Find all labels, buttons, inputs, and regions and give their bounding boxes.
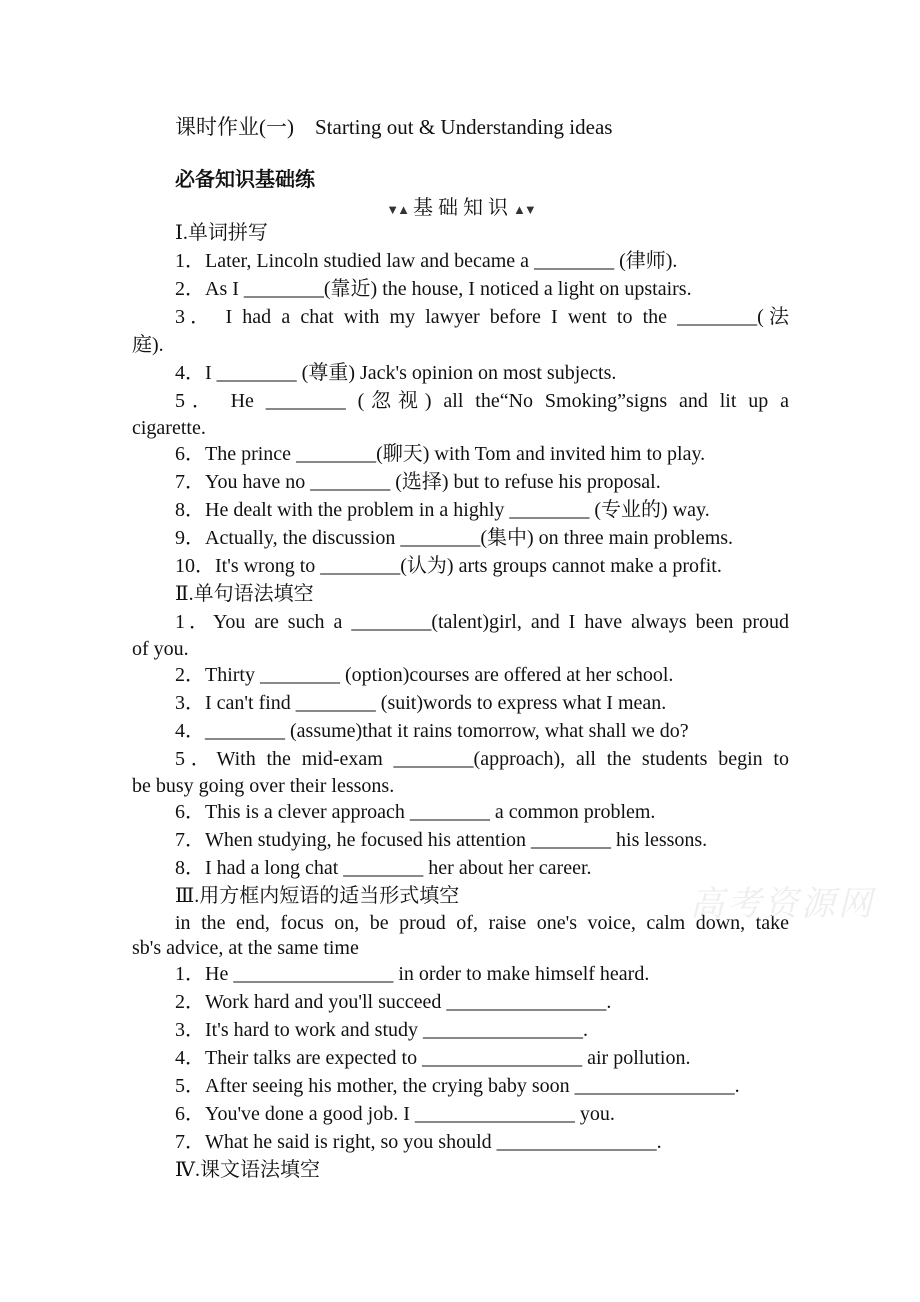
subsection-heading: [132, 195, 789, 223]
part2-heading: Ⅱ.单句语法填空: [175, 583, 314, 605]
subsection-label: 基 础 知 识: [413, 197, 508, 219]
part3-item: 1．He ________________ in order to make himself heard.: [175, 963, 650, 985]
part2-item: 7．When studying, he focused his attention ________ his lessons.: [175, 829, 708, 851]
part1-item: 4．I ________ (尊重) Jack's opinion on most subjects.: [175, 362, 617, 384]
part1-item-continued: 庭).: [132, 334, 164, 356]
part2-item: 8．I had a long chat ________ her about her career.: [175, 857, 592, 879]
part1-item: 9．Actually, the discussion ________(集中) on three main problems.: [175, 527, 734, 549]
part3-item: 2．Work hard and you'll succeed ________________.: [175, 991, 612, 1013]
part2-item-continued: be busy going over their lessons.: [132, 775, 395, 797]
page-title: 课时作业(一) Starting out & Understanding ideas: [175, 115, 613, 139]
part1-item: 8．He dealt with the problem in a highly ________ (专业的) way.: [175, 499, 710, 521]
part1-heading: Ⅰ.单词拼写: [175, 222, 268, 244]
triangle-right-icon: ▲▼: [513, 202, 535, 217]
part3-item: 7．What he said is right, so you should ________________.: [175, 1131, 662, 1153]
part2-item: 1．You are such a ________(talent)girl, and I have always been proud: [175, 611, 789, 633]
part2-item: 2．Thirty ________ (option)courses are offered at her school.: [175, 664, 674, 686]
phrase-box-line: sb's advice, at the same time: [132, 937, 359, 959]
part1-item-continued: cigarette.: [132, 417, 206, 439]
part1-item: 5． He ________ (忽视) all the“No Smoking”signs and lit up a: [175, 390, 789, 412]
part2-item: 3．I can't find ________ (suit)words to express what I mean.: [175, 692, 667, 714]
part1-item: 7．You have no ________ (选择) but to refuse his proposal.: [175, 471, 661, 493]
part3-heading: Ⅲ.用方框内短语的适当形式填空: [175, 885, 460, 907]
watermark: 高考资源网: [690, 886, 875, 923]
phrase-box-line: in the end, focus on, be proud of, raise one's voice, calm down, take: [175, 912, 789, 934]
section-heading: 必备知识基础练: [175, 169, 315, 191]
part1-item: 6．The prince ________(聊天) with Tom and invited him to play.: [175, 443, 706, 465]
part2-item: 4．________ (assume)that it rains tomorrow, what shall we do?: [175, 720, 689, 742]
part4-heading: Ⅳ.课文语法填空: [175, 1159, 320, 1181]
triangle-left-icon: ▼▲: [386, 202, 408, 217]
part1-item: 10．It's wrong to ________(认为) arts groups cannot make a profit.: [175, 555, 722, 577]
part3-item: 4．Their talks are expected to ________________ air pollution.: [175, 1047, 691, 1069]
part1-item: 3． I had a chat with my lawyer before I went to the ________(法: [175, 306, 789, 328]
part2-item: 6．This is a clever approach ________ a common problem.: [175, 801, 656, 823]
part3-item: 3．It's hard to work and study ________________.: [175, 1019, 589, 1041]
part3-item: 5．After seeing his mother, the crying baby soon ________________.: [175, 1075, 740, 1097]
part3-item: 6．You've done a good job. I ________________ you.: [175, 1103, 615, 1125]
part1-item: 2．As I ________(靠近) the house, I noticed a light on upstairs.: [175, 278, 692, 300]
part1-item: 1．Later, Lincoln studied law and became a ________ (律师).: [175, 250, 678, 272]
part2-item: 5．With the mid-exam ________(approach), all the students begin to: [175, 748, 789, 770]
part2-item-continued: of you.: [132, 638, 189, 660]
